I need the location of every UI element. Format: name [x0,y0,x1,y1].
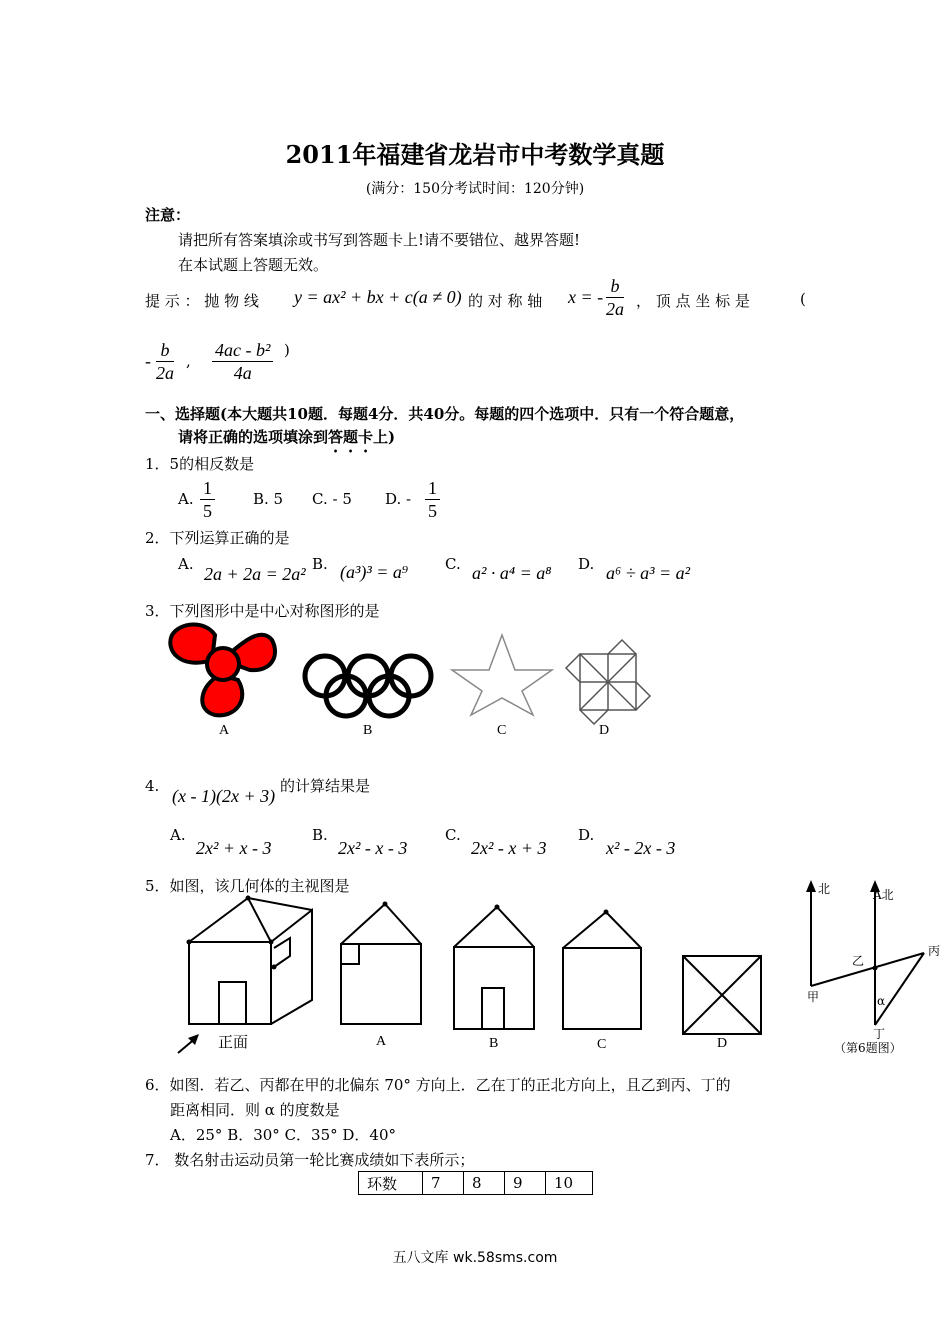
q7-stem: 7． 数名射击运动员第一轮比赛成绩如下表所示； [145,1151,475,1169]
q4-number: 4. [145,777,160,795]
q5-option-a-figure [341,904,421,1024]
vertex-y-den: 4a [233,363,252,383]
section-heading-2-post: 上) [373,428,396,446]
q5-solid-ridge [248,898,312,910]
q2-b-expr: (a³)³ = a⁹ [340,562,409,582]
q6-stem-line-2: 距离相同．则 α 的度数是 [170,1101,340,1119]
q1-d-den: 5 [428,501,437,521]
q5-solid-side [271,910,312,1024]
q5-solid-figure [189,898,312,1024]
fig6-north-1: 北 [818,882,831,896]
vertex-x-den: 2a [156,363,174,383]
q3-pinwheel-blade [580,710,608,724]
q5-vertex-dot [187,940,192,945]
q2-option-a: A. [178,555,194,573]
q5-solid-window [274,938,290,967]
q5-solid-roof [189,898,271,942]
q2-stem: 2．下列运算正确的是 [145,529,290,547]
q5-front-label: 正面 [218,1033,249,1051]
q2-c-expr: a² · a⁴ = a⁸ [472,563,552,583]
q2-option-d: D. [578,555,595,573]
q5-label-d: D [717,1036,728,1051]
q3-label-c: C [497,723,507,738]
fig6-ding-label: 丁 [873,1027,886,1041]
q1-option-b: B. 5 [253,490,284,508]
q6-options: A．25° B．30° C．35° D．40° [170,1126,397,1144]
q1-option-a: A. [178,490,194,508]
q5-option-d-figure [683,956,761,1034]
vertex-comma: , [186,352,191,370]
score-table-row [359,1172,593,1195]
score-cell: 8 [464,1172,505,1195]
q3-pinwheel-blade [566,654,580,682]
score-cell: 7 [423,1172,464,1195]
fig6-alpha-label: α [877,994,886,1008]
q4-b-expr: 2x² - x - 3 [338,838,408,858]
vertex-x-fraction [156,339,174,384]
vertex-y-num: 4ac - b² [212,339,273,362]
q5-vertex-dot [604,910,609,915]
q5-a-window [341,944,359,964]
q4-option-a: A. [170,826,186,844]
q5-a-roof [341,904,421,944]
q5-c-body [563,948,641,1029]
q1-d-num: 1 [425,477,440,500]
q4-a-expr: 2x² + x - 3 [196,838,272,858]
hint-formula: y = ax² + bx + c(a ≠ 0) [294,287,462,307]
vertex-minus: - [145,351,151,371]
q4-d-expr: x² - 2x - 3 [606,838,676,858]
score-cell-header: 环数 [359,1172,423,1195]
section-heading-2 [178,426,395,456]
page-title: 2011年福建省龙岩市中考数学真题 [285,140,665,169]
hint-prefix: 提 示 ： 抛 物 线 [145,292,259,310]
vertex-y-fraction [212,339,273,384]
q2-option-b: B. [312,555,328,573]
hint-middle: 的 对 称 轴 [468,292,543,310]
q5-label-b: B [489,1036,499,1051]
fig6-arrow-head-1 [806,880,816,892]
fig6-jia-bing-line [811,953,924,986]
q4-option-c: C. [445,826,461,844]
fig6-yi-label: 乙 [852,954,865,968]
q5-stem: 5．如图，该几何体的主视图是 [145,877,350,895]
q3-label-d: D [599,723,610,738]
q5-a-body [341,944,421,1024]
axis-fraction [606,275,624,320]
q5-solid-door [219,982,246,1024]
q1-a-den: 5 [203,501,212,521]
fig6-north-2: A北 [873,888,894,902]
q4-stem: 的计算结果是 [280,777,371,795]
q4-expression: (x - 1)(2x + 3) [172,786,276,806]
q3-fan-figure [170,624,275,715]
q1-option-d: D. - [385,490,412,508]
footer-watermark: 五八文库 wk.58sms.com [392,1250,558,1266]
q5-b-door [482,988,504,1029]
q6-stem-line-1: 6．如图．若乙、丙都在甲的北偏东 70° 方向上．乙在丁的正北方向上，且乙到丙、丁的 [145,1076,731,1094]
hint-suffix: ， 顶 点 坐 标 是 [636,292,750,310]
section-heading-2-pre: 请将正确的选项填涂到 [178,428,329,446]
q4-c-expr: 2x² - x + 3 [471,838,547,858]
q4-option-b: B. [312,826,328,844]
q1-option-c: C. - 5 [312,490,352,508]
q1-d-fraction [425,477,440,522]
score-cell: 10 [546,1172,593,1195]
q5-label-a: A [376,1034,387,1049]
section-heading: 一、选择题(本大题共10题．每题4分．共40分。每题的四个选项中．只有一个符合题意， [145,405,745,423]
q2-option-c: C. [445,555,461,573]
q3-label-b: B [363,723,373,738]
q3-star-figure [452,635,552,715]
fig6-jia-label: 甲 [807,990,820,1004]
q3-stem: 3．下列图形中是中心对称图形的是 [145,602,380,620]
q1-a-fraction [200,477,215,522]
q5-option-c-figure [563,912,641,1029]
q3-rings-figure [305,656,431,716]
q4-option-d: D. [578,826,595,844]
score-table [358,1171,593,1195]
notice-line-1: 请把所有答案填涂或书写到答题卡上!请不要错位、越界答题! [178,231,581,249]
q5-figures [170,890,780,1060]
q3-pinwheel-blade [636,682,650,710]
vertex-x-num: b [156,339,174,362]
q5-vertex-dot [383,902,388,907]
notice-line-2: 在本试题上答题无效。 [178,256,329,274]
score-cell: 9 [505,1172,546,1195]
q3-fan-hub [207,648,239,680]
q3-pinwheel-blade [608,640,636,654]
exam-info: (满分：150分考试时间：120分钟) [365,181,585,197]
q5-vertex-dot [495,905,500,910]
q5-vertex-dot [272,965,277,970]
q3-pinwheel-figure [566,640,650,724]
hint-open-paren: ( [800,290,806,308]
q5-b-roof [454,907,534,947]
q2-a-expr: 2a + 2a = 2a² [204,564,306,584]
fig6-bing-label: 丙 [928,944,941,958]
q5-c-roof [563,912,641,948]
q2-d-expr: a⁶ ÷ a³ = a² [606,563,691,583]
q3-label-a: A [219,723,230,738]
axis-fraction-num: b [606,275,624,298]
q3-figures [160,620,660,725]
hint-axis: x = - [568,287,604,307]
fig6-ding-bing-line [875,953,924,1025]
fig6-point-yi [873,966,878,971]
q5-label-c: C [597,1037,607,1052]
hint-close-paren: ) [284,341,290,359]
q1-stem: 1．5的相反数是 [145,455,255,473]
fig6-caption: （第6题图） [834,1041,902,1055]
q5-vertex-dot [246,896,251,901]
q5-option-b-figure [454,907,534,1029]
q1-a-num: 1 [200,477,215,500]
axis-fraction-den: 2a [606,299,624,319]
section-heading-2-dot: 答题卡 [328,428,374,446]
q5-vertex-dot [269,940,274,945]
notice-label: 注意： [145,206,191,224]
